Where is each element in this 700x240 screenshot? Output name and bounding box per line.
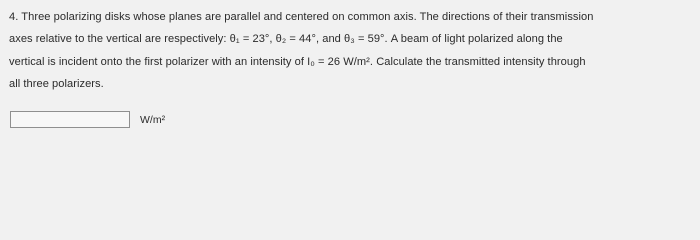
question-line-1: 4. Three polarizing disks whose planes are parallel and centered on common axis. The directions of their transmission	[9, 11, 594, 23]
question-line-4: all three polarizers.	[9, 78, 104, 91]
answer-row	[10, 111, 165, 128]
answer-unit-label: W/m²	[140, 113, 166, 126]
question-text	[9, 6, 693, 96]
question-line-3: vertical is incident onto the first polarizer with an intensity of I₀ = 26 W/m². Calculate the transmitted intensity through	[9, 55, 586, 68]
answer-input[interactable]	[10, 111, 130, 128]
question-line-2: axes relative to the vertical are respectively: θ₁ = 23°, θ₂ = 44°, and θ₃ = 59°. A beam of light polarized along the	[9, 33, 563, 46]
